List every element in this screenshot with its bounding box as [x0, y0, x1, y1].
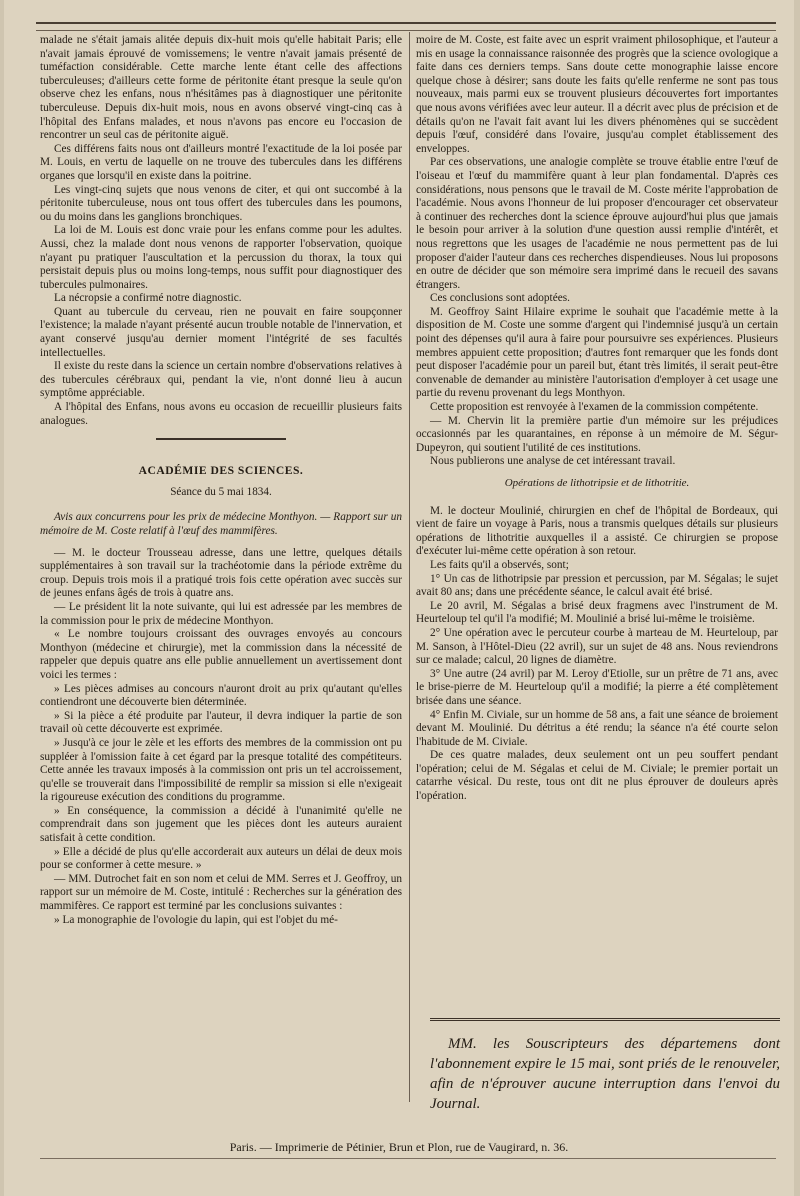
- notice-text: MM. les Souscripteurs des départemens dont l'abonnement expire le 15 mai, sont priés de le renouveler, afin de n'éprouver aucune interruption dans l'envoi du Journal.: [430, 1036, 780, 1112]
- paragraph: « Le nombre toujours croissant des ouvrages envoyés au concours Monthyon (médecine et chirurgie), met la commission dans la nécessité de rappeler que depuis quatre ans elle publie annuellement un avertissement dont voici les termes :: [40, 628, 402, 681]
- paragraph: De ces quatre malades, deux seulement ont un peu souffert pendant l'opération; celui de M. Ségalas et celui de M. Civiale; le premier portait un catarrhe vésical. Du reste, tous ont dit ne plus éprouver de douleurs après l'opération.: [416, 749, 778, 803]
- subscriber-notice: [430, 1034, 780, 1114]
- notice-rule: [430, 1018, 780, 1021]
- paragraph: Il existe du reste dans la science un certain nombre d'observations relatives à des tubercules cérébraux qui, pendant la vie, n'ont donné lieu à aucun symptôme appréciable.: [40, 360, 402, 400]
- paragraph: Ces différens faits nous ont d'ailleurs montré l'exactitude de la loi posée par M. Louis, en vertu de laquelle on ne trouve des tubercules dans les différens organes que lorsqu'il en existe dans la poitrine.: [40, 142, 402, 182]
- imprint-footer: Paris. — Imprimerie de Pétinier, Brun et Plon, rue de Vaugirard, n. 36.: [229, 1140, 569, 1154]
- paragraph: Cette proposition est renvoyée à l'examen de la commission compétente.: [430, 401, 759, 414]
- top-rule: [36, 22, 776, 31]
- newspaper-page: [4, 0, 794, 1196]
- session-date: Séance du 5 mai 1834.: [170, 485, 272, 498]
- paragraph: Les vingt-cinq sujets que nous venons de citer, et qui ont succombé à la péritonite tuberculeuse, nous ont tous offert des tubercules dans les poumons, ou du moins dans les ganglions bronchiques.: [40, 183, 402, 223]
- paragraph: La loi de M. Louis est donc vraie pour les enfans comme pour les adultes. Aussi, chez la malade dont nous venons de rapporter l'observation, quoique n'ayant pu pratiquer l'auscultation et la percussion du thorax, la toux qui persistait depuis plus ou moins long-temps, nous suffit pour diagnostiquer des tubercules pulmonaires.: [40, 224, 402, 291]
- section-heading: ACADÉMIE DES SCIENCES.: [138, 464, 304, 478]
- paragraph: 4° Enfin M. Civiale, sur un homme de 58 ans, a fait une séance de broiement devant M. Moulinié. Du détritus a été rendu; la séance n'a été courte selon l'habitude de M. Civiale.: [416, 708, 778, 748]
- paragraph: Quant au tubercule du cerveau, rien ne pouvait en faire soupçonner l'existence; la malade n'ayant présenté aucun trouble notable de l'innervation, et ayant conservé jusqu'au dernier moment l'intégrité de ses facultés intellectuelles.: [40, 305, 402, 359]
- paragraph: moire de M. Coste, est faite avec un esprit vraiment philosophique, et l'auteur a mis en usage la connaissance raisonnée des progrès que la science ovologique a faite dans ces derniers temps. Sans doute cette monographie laisse encore quelque chose à désirer; sans doute les faits qu'elle renferme ne sont pas tous nouveaux, mais parmi eux se trouvent plusieurs découvertes fort importantes que nous avons vérifiées avec leur auteur. Il a décrit avec plus de précision et de détails qu'on ne l'avait fait avant lui les divers phénomènes qui se succèdent depuis l'œuf, considéré dans l'ovaire, jusqu'au complet établissement des enveloppes.: [416, 34, 778, 155]
- paragraph: malade ne s'était jamais alitée depuis dix-huit mois qu'elle habitait Paris; elle n'avait jamais éprouvé de vomissemens; le ventre n'avait jamais présenté de tuméfaction considérable. Cette marche lente étant celle des affections tuberculeuses; d'ailleurs cette forme de péritonite étant presque la seule qu'on observe chez les enfans, nous n'hésitâmes pas à diagnostiquer une péritonite tuberculeuse. Depuis dix-huit mois, nous en avons observé vingt-cinq cas à l'hôpital des Enfans malades, et nous n'avons pas encore eu l'occasion de rencontrer un seul cas de péritonite aiguë.: [40, 34, 402, 142]
- paragraph: » Jusqu'à ce jour le zèle et les efforts des membres de la commission ont pu suppléer à l'omission faite à cet égard par la presque totalité des compétiteurs. Cette année les travaux imposés à la commission ont pris un tel accroissement, qu'elle se trouverait dans l'impossibilité de remplir sa mission si elle n'exigeait la rigoureuse exécution des conditions du programme.: [40, 736, 402, 804]
- paragraph: Ces conclusions sont adoptées.: [430, 292, 570, 305]
- left-column: [40, 34, 402, 927]
- column-divider: [409, 32, 410, 1102]
- paragraph: » La monographie de l'ovologie du lapin, qui est l'objet du mé-: [54, 913, 338, 926]
- paragraph: » Si la pièce a été produite par l'auteur, il devra indiquer la partie de son travail où cette découverte est exprimée.: [40, 709, 402, 736]
- paragraph: — Le président lit la note suivante, qui lui est adressée par les membres de la commission pour le prix de médecine Monthyon.: [40, 600, 402, 627]
- paragraph: 3° Une autre (24 avril) par M. Leroy d'Etiolle, sur un prêtre de 71 ans, avec le brise-pierre de M. Heurteloup qu'il a modifié; la pierre a été complètement brisée dans une séance.: [416, 667, 778, 707]
- paragraph: Le 20 avril, M. Ségalas a brisé deux fragmens avec l'instrument de M. Heurteloup tel qu'il l'a modifié; M. Moulinié a brisé lui-même le troisième.: [416, 599, 778, 626]
- right-column: [416, 34, 778, 804]
- section-separator: [156, 438, 286, 440]
- paragraph: » En conséquence, la commission a décidé à l'unanimité qu'elle ne comprendrait dans son jugement que les pièces dont les auteurs auraient satisfait à cette condition.: [40, 804, 402, 845]
- paragraph: — M. Chervin lit la première partie d'un mémoire sur les préjudices occasionnés par les quarantaines, en réponse à un mémoire de M. Ségur-Dupeyron, qui soutient l'utilité de ces institutions.: [416, 414, 778, 454]
- paragraph: 2° Une opération avec le percuteur courbe à marteau de M. Heurteloup, par M. Sanson, à l'Hôtel-Dieu (22 avril), sur un sujet de 48 ans. Nous reviendrons sur ce malade; calcul, 20 lignes de diamètre.: [416, 626, 778, 667]
- paragraph: » Les pièces admises au concours n'auront droit au prix qu'autant qu'elles contiendront une découverte bien déterminée.: [40, 682, 402, 709]
- paragraph: — MM. Dutrochet fait en son nom et celui de MM. Serres et J. Geoffroy, un rapport sur un mémoire de M. Coste, intitulé : Recherches sur la génération des mammifères. Ce rapport est terminé par les conclusions suivantes :: [40, 872, 402, 913]
- paragraph: M. Geoffroy Saint Hilaire exprime le souhait que l'académie mette à la disposition de M. Coste une somme d'argent qui l'indemnisé jusqu'à un certain point des dépenses qu'il aura à faire pour poursuivre ses expériences. Plusieurs membres appuient cette proposition; d'autres font remarquer que les fonds dont peut disposer l'académie pour un pareil but, étant très limités, il serait peut-être convenable de demander au ministère l'autorisation d'employer à cet usage une partie du revenu provenant du legs Monthyon.: [416, 305, 778, 400]
- paragraph: M. le docteur Moulinié, chirurgien en chef de l'hôpital de Bordeaux, qui vient de faire un voyage à Paris, nous a transmis quelques détails sur plusieurs opérations de lithotritie auxquelles il a assisté. Ce chirurgien se propose d'exécuter lui-même cette opération à son retour.: [416, 504, 778, 558]
- section-subheading: Opérations de lithotripsie et de lithotritie.: [504, 477, 690, 489]
- paragraph: » Elle a décidé de plus qu'elle accorderait aux auteurs un délai de deux mois pour se conformer à cette mesure. »: [40, 845, 402, 872]
- paragraph: A l'hôpital des Enfans, nous avons eu occasion de recueillir plusieurs faits analogues.: [40, 401, 402, 427]
- paragraph: 1° Un cas de lithotripsie par pression et percussion, par M. Ségalas; le sujet avait 80 ans; dans une précédente séance, le calcul avait été brisé.: [416, 572, 778, 599]
- paragraph: La nécropsie a confirmé notre diagnostic.: [54, 292, 242, 305]
- paragraph: Par ces observations, une analogie complète se trouve établie entre l'œuf de l'oiseau et l'œuf du mammifère quant à leur plan fondamental. D'après ces considérations, nous pensons que le travail de M. Coste mérite l'approbation de l'académie. Nous avons l'honneur de lui proposer d'encourager cet observateur à continuer des recherches dont la science éprouve aujourd'hui plus que jamais le besoin pour arriver à la solution d'une question aussi remplie d'intérêt, et nous regrettons que les usages de l'académie ne nous permettent pas de lui proposer d'aider l'auteur dans ces recherches dispendieuses. Nous lui proposons en outre de décider que son mémoire sera imprimé dans le recueil des savans étrangers.: [416, 156, 778, 291]
- paragraph: Les faits qu'il a observés, sont;: [430, 558, 569, 571]
- summary-italic: Avis aux concurrens pour les prix de médecine Monthyon. — Rapport sur un mémoire de M. Coste relatif à l'œuf des mammifères.: [40, 511, 402, 537]
- footer-rule: [40, 1158, 776, 1159]
- paragraph: — M. le docteur Trousseau adresse, dans une lettre, quelques détails supplémentaires à son travail sur la trachéotomie dans la période extrême du croup. Depuis trois mois il a pratiqué trois fois cette opération avec succès sur de jeunes enfans âgés de trois à quatre ans.: [40, 546, 402, 600]
- paragraph: Nous publierons une analyse de cet intéressant travail.: [430, 455, 676, 468]
